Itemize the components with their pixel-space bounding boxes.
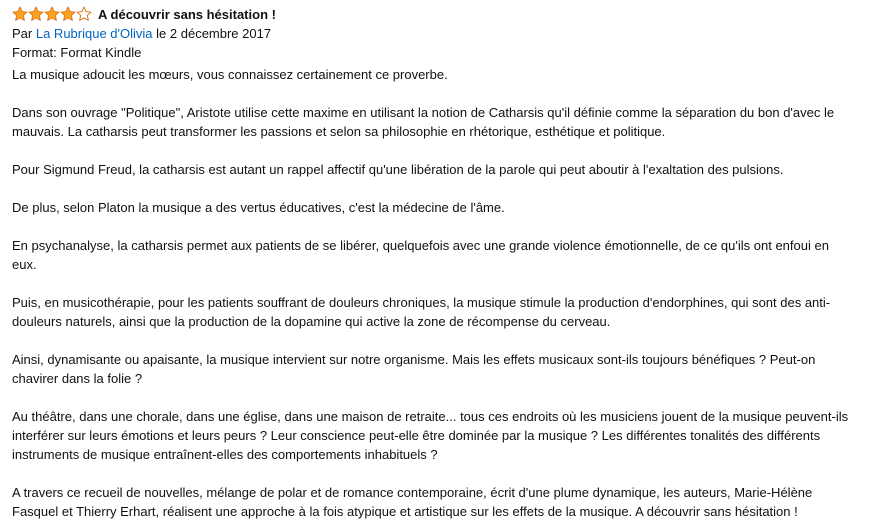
- review-format: Format: Format Kindle: [12, 45, 142, 60]
- star-filled-icon: [28, 6, 44, 22]
- review-paragraph: Dans son ouvrage "Politique", Aristote utilise cette maxime en utilisant la notion de Catharsis qu'il définie comme la séparation du bon d'avec le mauvais. La catharsis peut transformer les passions et selon sa philosophie en rhétorique, esthétique et politique.: [12, 105, 835, 139]
- review-header: [12, 4, 859, 24]
- review-date: le 2 décembre 2017: [156, 26, 272, 41]
- review-paragraph: Ainsi, dynamisante ou apaisante, la musique intervient sur notre organisme. Mais les effets musicaux sont-ils toujours bénéfiques ? Peut-on chavirer dans la folie ?: [12, 352, 816, 386]
- review-body: [12, 65, 859, 521]
- review-paragraph: Au théâtre, dans une chorale, dans une église, dans une maison de retraite... tous ces endroits où les musiciens jouent de la musique peuvent-ils interférer sur leurs émotions et leurs peurs ? Leur conscience peut-elle être dominée par la musique ? Les différentes tonalités des différents instruments de musique entraînent-elles des comportements inhabituels ?: [12, 409, 849, 462]
- by-label: Par: [12, 26, 33, 41]
- star-filled-icon: [44, 6, 60, 22]
- star-rating[interactable]: [12, 6, 92, 22]
- review-byline: [12, 24, 859, 43]
- review-paragraph: De plus, selon Platon la musique a des vertus éducatives, c'est la médecine de l'âme.: [12, 200, 505, 215]
- review-paragraph: La musique adoucit les mœurs, vous connaissez certainement ce proverbe.: [12, 67, 448, 82]
- star-filled-icon: [12, 6, 28, 22]
- review-paragraph: Pour Sigmund Freud, la catharsis est autant un rappel affectif qu'une libération de la parole qui peut aboutir à l'exaltation des pulsions.: [12, 162, 784, 177]
- review-paragraph: A travers ce recueil de nouvelles, mélange de polar et de romance contemporaine, écrit d'une plume dynamique, les auteurs, Marie-Hélène Fasquel et Thierry Erhart, réalisent une approche à la fois atypique et artistique sur les effets de la musique. A découvrir sans hésitation !: [12, 485, 813, 519]
- star-empty-icon: [76, 6, 92, 22]
- review-paragraph: Puis, en musicothérapie, pour les patients souffrant de douleurs chroniques, la musique stimule la production d'endorphines, qui sont des anti-douleurs naturels, ainsi que la production de la dopamine qui active la zone de récompense du cerveau.: [12, 295, 831, 329]
- author-link[interactable]: La Rubrique d'Olivia: [35, 26, 153, 41]
- review-title[interactable]: A découvrir sans hésitation !: [98, 6, 276, 22]
- review-paragraph: En psychanalyse, la catharsis permet aux patients de se libérer, quelquefois avec une grande violence émotionnelle, de ce qu'ils ont enfoui en eux.: [12, 238, 829, 272]
- star-filled-icon: [60, 6, 76, 22]
